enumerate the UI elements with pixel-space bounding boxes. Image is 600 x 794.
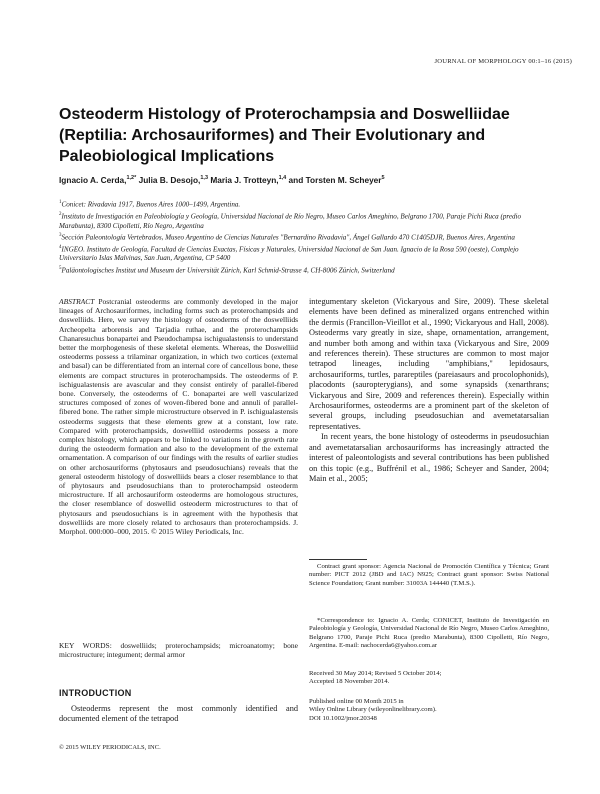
affiliation-text: Instituto de Investigación en Paleobiología y Geología, Universidad Nacional de Río Negro, Museo Carlos Ameghino, Belgrano 1700, Paraje Pichi Ruca (predio Marabunta), 8300 Cipolletti, Río Negro, Argentina (59, 212, 522, 230)
affiliation-text: INGEO. Instituto de Geología, Facultad de Ciencias Exactas, Físicas y Naturales, Universidad Nacional de San Juan. Ignacio de la Rosa 590 (oeste), Complejo Universitario Islas Malvinas, San Juan, Argentina, CP 5400 (59, 245, 519, 263)
body-paragraph: integumentary skeleton (Vickaryous and Sire, 2009). These skeletal elements have been defined as mineralized organs entrenched within the dermis (Francillon-Vieillot et al., 1990; Vickaryous and Hall, 2008). Osteoderms vary greatly in size, shape, ornamentation, arrangement, and number both among and within taxa (Vickaryous and Sire, 2009 and references therein). These structures are common to most major tetrapod lineages, including "amphibians," lepidosaurs, archosauriforms, turtles, parareptiles (pareiasaurs and procolophonids), placodonts (sauropterygians), and some synapsids (xenarthrans; Vickaryous and Sire, 2009 and references therein). Especially within Archosauriformes, osteoderms are a prominent part of the skeleton of several groups, including pseudosuchian and avemetatarsalian representatives. (309, 297, 549, 431)
doi-line: DOI 10.1002/jmor.20348 (309, 714, 377, 722)
author-name: Ignacio A. Cerda, (59, 175, 127, 185)
correspondence-footnote: *Correspondence to: Ignacio A. Cerda; CONICET, Instituto de Investigación en Paleobiología y Geología, Universidad Nacional de Río Negro, Museo Carlos Ameghino, Belgrano 1700, Paraje Pichi Ruca (predio Marabunta), 8300 Cipolletti, Río Negro, Argentina. E-mail: nachocerda6@yahoo.com.ar (309, 617, 549, 650)
grant-footnote: Contract grant sponsor: Agencia Nacional de Promoción Científica y Técnica; Grant number: PICT 2012 (JBD and IAC) N925; Contract grant sponsor: Swiss National Science Foundation; Grant number: 31003A 144440 (T.M.S.). (309, 563, 549, 587)
affiliation-number: 3 (59, 232, 62, 238)
author-name: and Torsten M. Scheyer (288, 175, 382, 185)
affiliation (59, 198, 549, 210)
affiliation-number: 1 (59, 200, 62, 205)
journal-running-header: JOURNAL OF MORPHOLOGY 00:1–16 (2015) (434, 58, 572, 65)
publication-info (309, 698, 549, 723)
abstract-label: ABSTRACT (59, 297, 95, 306)
footnote-divider (309, 559, 367, 560)
abstract (59, 297, 298, 536)
affiliation-number: 5 (59, 265, 62, 271)
footer-copyright: © 2015 WILEY PERIODICALS, INC. (59, 744, 161, 751)
author-affiliation-marker: 1,2* (126, 175, 137, 182)
author-affiliation-marker: 1,4 (278, 175, 287, 182)
introduction-paragraph: Osteoderms represent the most commonly identified and documented element of the tetrapod (59, 704, 298, 724)
author-affiliation-marker: 1,3 (200, 175, 209, 182)
author-affiliation-marker: 5 (381, 175, 385, 182)
abstract-copyright: © 2015 Wiley Periodicals, Inc. (149, 527, 244, 537)
affiliation (59, 210, 549, 231)
body-paragraph: In recent years, the bone histology of osteoderms in pseudosuchian and avemetatarsalian archosauriforms has increasingly attracted the interest of paleontologists and several contributions has been published on this topic (e.g., Buffrénil et al., 1986; Scheyer and Sander, 2004; Main et al., 2005; (309, 432, 549, 483)
affiliations (59, 198, 549, 276)
affiliation (59, 231, 549, 243)
affiliation (59, 243, 549, 264)
accepted-line: Accepted 18 November 2014. (309, 678, 390, 686)
affiliation (59, 264, 549, 276)
published-line: Published online 00 Month 2015 in (309, 698, 404, 705)
affiliation-text: Sección Paleontología Vertebrados, Museo Argentino de Ciencias Naturales "Bernardino Rivadavia", Ángel Gallardo 470 C1405DJR, Buenos Aires, Argentina (61, 233, 515, 242)
received-dates (309, 670, 549, 687)
online-library-line: Wiley Online Library (wileyonlinelibrary.com). (309, 706, 437, 714)
author-name: Julia B. Desojo, (138, 175, 201, 185)
article-title: Osteoderm Histology of Proterochampsia and Doswelliidae (Reptilia: Archosauriformes) and Their Evolutionary and Paleobiological Implications (59, 106, 510, 165)
keywords: KEY WORDS: doswelliids; proterochampsids; microanatomy; bone microstructure; integument; dermal armor (59, 641, 298, 660)
abstract-text: Postcranial osteoderms are commonly developed in the major lineages of Archosauriformes, including forms such as proterochampsids and doswelliids. Here, we survey the histology of osteoderms of the doswelliids Archeopelta arborensis and Tarjadia ruthae, and the proterochampsids Chanaresuchus bonapartei and Pseudochampsa ischigualastensis to understand better the morphogenesis of these skeletal elements. Whereas, the Doswelliid osteoderms possess a trilaminar organization, in which two cortices (external and basal) can be differentiated from an internal core of cancellous bone, these elements are compact structures in proterochampsids. The osteoderms of P. ischigualastensis are avascular and they consist entirely of parallel-fibered bone. Conversely, the osteoderms of C. bonapartei are well vascularized structures composed of zones of woven-fibered bone and annuli of parallel-fibered bone. The rather simple microstructure observed in P. ischigualastensis osteoderms suggests that these elements grew at a constant, low rate. Compared with proterochampsids, doswelliid osteoderms possess a more complex histology, which appears to be linked to variations in the growth rate during the osteoderm formation and also to the development of the external ornamentation. A comparison of our findings with the results of earlier studies on other archosauriforms (phytosaurs and pseudosuchians) reveals that the general osteoderm histology of doswelliids bears a closer resemblance to that of phytosaurs and pseudosuchians than to proterochampsid osteoderm microstructure. If all archosauriform osteoderms are homologous structures, the closer resemblance of doswellid osteoderm microstructures to that of phytosaurs and pseudosuchians is in agreement with the hypothesis that doswelliids are more closely related to archosaurs than proterochampsids. J. Morphol. 000:000–000, 2015. (59, 297, 298, 537)
received-line: Received 30 May 2014; Revised 5 October 2014; (309, 670, 442, 677)
affiliation-number: 4 (59, 244, 62, 250)
affiliation-text: Paläontologisches Institut und Museum der Universität Zürich, Karl Schmid-Strasse 4, CH-8006 Zürich, Switzerland (61, 266, 395, 275)
affiliation-number: 2 (59, 211, 62, 217)
right-column-body (309, 297, 549, 484)
author-list (59, 175, 579, 185)
author-name: Maria J. Trotteyn, (210, 175, 279, 185)
section-heading-introduction: INTRODUCTION (59, 688, 132, 698)
affiliation-text: Conicet: Rivadavia 1917, Buenos Aires 1000–1499, Argentina. (61, 200, 241, 209)
